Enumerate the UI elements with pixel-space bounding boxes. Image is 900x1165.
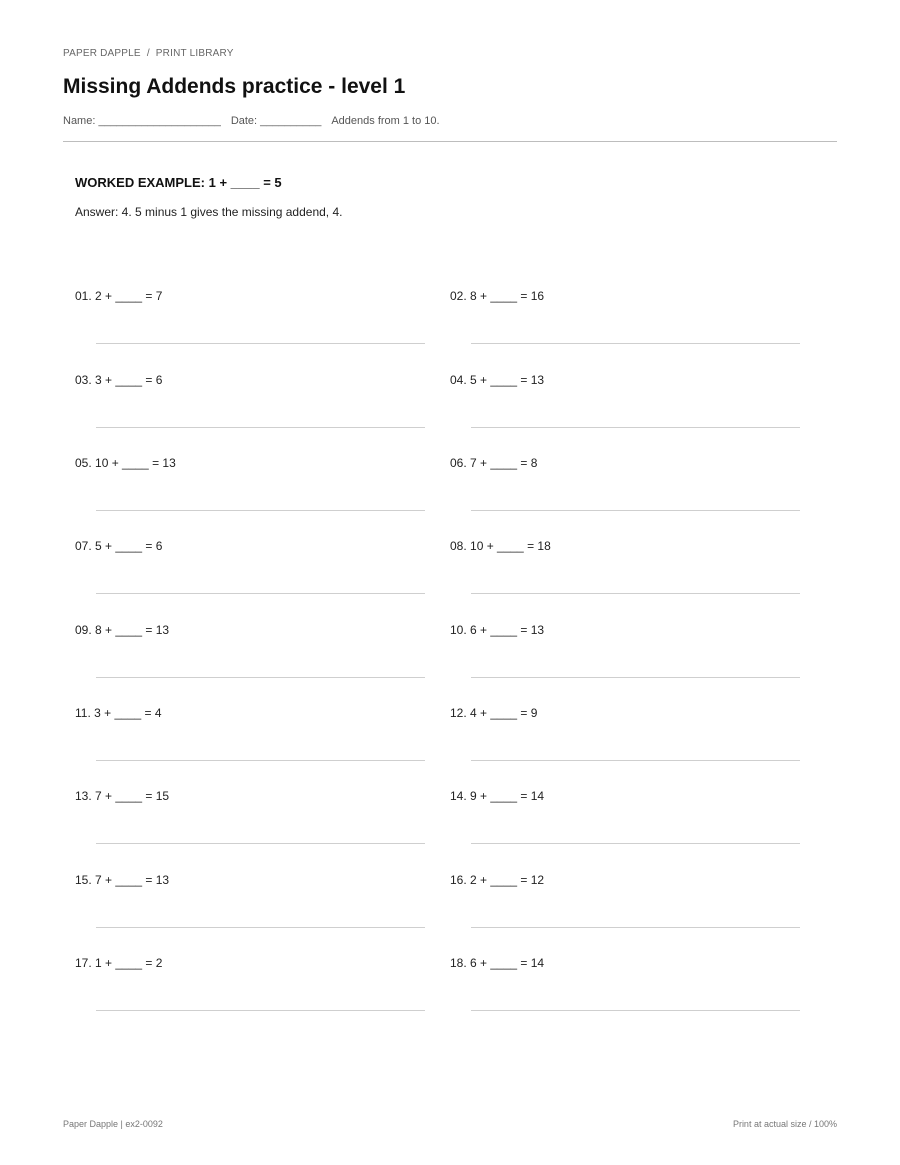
problem-item bbox=[450, 956, 800, 1016]
answer-line bbox=[471, 343, 800, 344]
answer-line bbox=[471, 760, 800, 761]
answer-line bbox=[96, 677, 425, 678]
answer-line bbox=[471, 427, 800, 428]
problem-text: 13. 7 + ____ = 15 bbox=[75, 789, 170, 803]
problem-item bbox=[450, 873, 800, 933]
problem-text: 05. 10 + ____ = 13 bbox=[75, 456, 176, 470]
breadcrumb bbox=[63, 48, 234, 59]
problem-item bbox=[450, 539, 800, 599]
answer-line bbox=[96, 510, 425, 511]
answer-line bbox=[471, 927, 800, 928]
range-note: Addends from 1 to 10. bbox=[331, 115, 440, 127]
problem-item bbox=[75, 456, 425, 516]
answer-line bbox=[96, 1010, 425, 1011]
problem-item bbox=[75, 789, 425, 849]
problem-text: 12. 4 + ____ = 9 bbox=[450, 706, 538, 720]
breadcrumb-section: PRINT LIBRARY bbox=[155, 48, 234, 59]
problem-text: 11. 3 + ____ = 4 bbox=[75, 706, 162, 720]
problem-item bbox=[75, 873, 425, 933]
answer-line bbox=[96, 427, 425, 428]
header-divider bbox=[63, 141, 837, 142]
footer-source: Paper Dapple | ex2-0092 bbox=[63, 1119, 163, 1129]
answer-line bbox=[96, 593, 425, 594]
answer-line bbox=[471, 1010, 800, 1011]
problem-text: 14. 9 + ____ = 14 bbox=[450, 789, 545, 803]
answer-line bbox=[471, 677, 800, 678]
problem-item bbox=[75, 289, 425, 349]
problem-item bbox=[75, 373, 425, 433]
problem-item bbox=[450, 289, 800, 349]
problem-item bbox=[75, 706, 425, 766]
answer-line bbox=[471, 510, 800, 511]
answer-line bbox=[96, 927, 425, 928]
worksheet-meta bbox=[63, 115, 450, 127]
breadcrumb-brand: PAPER DAPPLE bbox=[63, 48, 141, 59]
problem-text: 10. 6 + ____ = 13 bbox=[450, 623, 545, 637]
problem-text: 01. 2 + ____ = 7 bbox=[75, 289, 163, 303]
footer-print-note: Print at actual size / 100% bbox=[732, 1119, 837, 1129]
problem-text: 17. 1 + ____ = 2 bbox=[75, 956, 163, 970]
answer-line bbox=[96, 843, 425, 844]
problem-text: 02. 8 + ____ = 16 bbox=[450, 289, 545, 303]
name-field: Name: ____________________ bbox=[63, 115, 221, 127]
answer-line bbox=[96, 343, 425, 344]
problem-text: 03. 3 + ____ = 6 bbox=[75, 373, 163, 387]
problem-text: 16. 2 + ____ = 12 bbox=[450, 873, 545, 887]
problem-item bbox=[450, 373, 800, 433]
problem-item bbox=[450, 789, 800, 849]
problem-item bbox=[75, 539, 425, 599]
breadcrumb-separator: / bbox=[146, 48, 150, 59]
worked-example-answer: Answer: 4. 5 minus 1 gives the missing addend, 4. bbox=[75, 205, 343, 219]
problem-text: 08. 10 + ____ = 18 bbox=[450, 539, 551, 553]
answer-line bbox=[471, 843, 800, 844]
date-field: Date: __________ bbox=[230, 115, 322, 127]
problem-item bbox=[450, 456, 800, 516]
problem-item bbox=[450, 706, 800, 766]
answer-line bbox=[471, 593, 800, 594]
problem-text: 09. 8 + ____ = 13 bbox=[75, 623, 170, 637]
answer-line bbox=[96, 760, 425, 761]
problem-text: 04. 5 + ____ = 13 bbox=[450, 373, 545, 387]
problem-text: 15. 7 + ____ = 13 bbox=[75, 873, 170, 887]
problem-text: 18. 6 + ____ = 14 bbox=[450, 956, 545, 970]
problem-item bbox=[75, 956, 425, 1016]
problem-item bbox=[75, 623, 425, 683]
problem-item bbox=[450, 623, 800, 683]
problem-text: 07. 5 + ____ = 6 bbox=[75, 539, 163, 553]
worked-example-title: WORKED EXAMPLE: 1 + ____ = 5 bbox=[75, 175, 282, 190]
page-title: Missing Addends practice - level 1 bbox=[63, 75, 406, 98]
problem-text: 06. 7 + ____ = 8 bbox=[450, 456, 538, 470]
